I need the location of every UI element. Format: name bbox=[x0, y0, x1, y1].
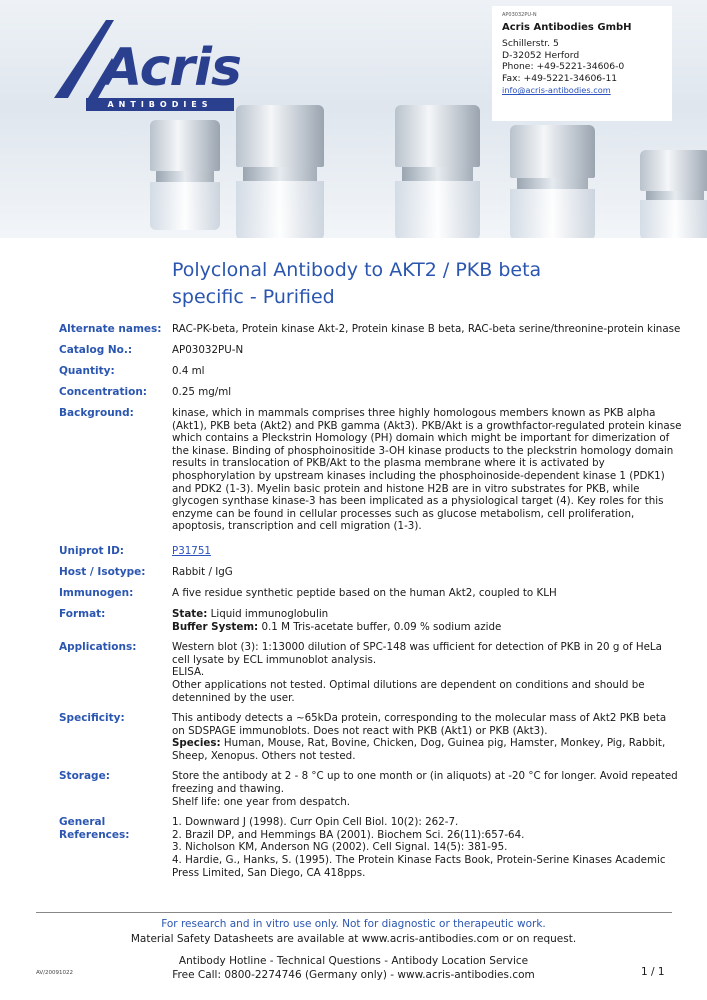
company-street: Schillerstr. 5 bbox=[502, 38, 559, 49]
spec-row-host bbox=[59, 566, 684, 579]
spec-label: Catalog No.: bbox=[59, 344, 133, 356]
spec-row-quantity bbox=[59, 365, 684, 378]
spec-label: Concentration: bbox=[59, 386, 148, 398]
spec-value: kinase, which in mammals comprises three highly homologous members known as PKB alpha (Akt1), PKB beta (Akt2) and PKB gamma (Akt3). PKB/Akt is a growthfactor-regulated protein kinase which contains a Pleckstrin Homology (PH) domain which might be important for dimerization of the kinase. Binding of phosphoinositide 3-OH kinase products to the pleckstrin homology domain results in translocation of PKB/Akt to the plasma membrane where it is activated by phosphorylation by upstream kinases including the phosphoinoside-dependent kinase 1 (PDK1) and PDK2 (1-3). Myelin basic protein and histone H2B are in vitro substrates for PKB, while glycogen synthase kinase-3 has been implicated as a physiological target (4). Key roles for this enzyme can be found in cellular processes such as glucose metabolism, cell proliferation, apoptosis, transcription and cell migration (1-3). bbox=[172, 407, 682, 533]
document-reference: AP03032PU-N bbox=[502, 12, 537, 18]
spec-label: Applications: bbox=[59, 641, 137, 654]
logo-subtext: ANTIBODIES bbox=[86, 98, 234, 111]
research-use-notice: For research and in vitro use only. Not for diagnostic or therapeutic work. bbox=[161, 918, 546, 930]
spec-value: 0.4 ml bbox=[172, 365, 205, 377]
spec-row-concentration bbox=[59, 386, 684, 399]
spec-value: Rabbit / IgG bbox=[172, 565, 233, 578]
species-label: Species: bbox=[172, 737, 221, 750]
page-number: 1 / 1 bbox=[641, 966, 665, 978]
spec-label: Alternate names: bbox=[59, 323, 162, 335]
spec-row-uniprot bbox=[59, 545, 684, 558]
vial-image bbox=[395, 105, 480, 238]
logo-wordmark: Acris bbox=[102, 38, 241, 98]
spec-value bbox=[172, 816, 682, 879]
format-buffer-label: Buffer System: bbox=[172, 620, 259, 633]
product-title-line1: Polyclonal Antibody to AKT2 / PKB beta bbox=[172, 259, 542, 281]
spec-row-background bbox=[59, 407, 684, 533]
spec-value: 0.25 mg/ml bbox=[172, 386, 232, 398]
spec-row-format bbox=[59, 608, 684, 633]
references-label-line2: References: bbox=[59, 829, 130, 842]
reference-item: 1. Downward J (1998). Curr Opin Cell Biol. 10(2): 262-7. bbox=[172, 816, 459, 829]
references-label-line1: General bbox=[59, 816, 106, 829]
applications-line: Western blot (3): 1:13000 dilution of SPC-148 was ufficient for detection of PKB in 20 g of HeLa cell lysate by ECL immunoblot analysis. bbox=[172, 641, 662, 666]
reference-item: 3. Nicholson KM, Anderson NG (2002). Cell Signal. 14(5): 381-95. bbox=[172, 841, 508, 854]
spec-label: Background: bbox=[59, 407, 134, 419]
specificity-text: This antibody detects a ~65kDa protein, corresponding to the molecular mass of Akt2 PKB beta on SDSPAGE immunoblots. Does not react with PKB (Akt1) or PKB (Akt3). bbox=[172, 712, 667, 737]
header-banner bbox=[0, 0, 707, 238]
format-state-value: Liquid immunoglobulin bbox=[210, 607, 329, 620]
applications-line: Other applications not tested. Optimal dilutions are dependent on conditions and should be detennined by the user. bbox=[172, 678, 645, 704]
spec-value bbox=[172, 770, 682, 808]
species-value: Human, Mouse, Rat, Bovine, Chicken, Dog, Guinea pig, Hamster, Monkey, Pig, Rabbit, Sheep, Xenopus. Others not tested. bbox=[172, 737, 666, 762]
vial-image bbox=[150, 120, 220, 230]
company-email-link[interactable]: info@acris-antibodies.com bbox=[502, 85, 611, 95]
spec-row-catalog bbox=[59, 344, 684, 357]
spec-value: RAC-PK-beta, Protein kinase Akt-2, Protein kinase B beta, RAC-beta serine/threonine-protein kinase bbox=[172, 323, 681, 335]
storage-line: Shelf life: one year from despatch. bbox=[172, 795, 351, 808]
spec-row-immunogen bbox=[59, 587, 684, 600]
hotline-text: Antibody Hotline - Technical Questions - Antibody Location Service bbox=[178, 955, 529, 967]
company-fax: Fax: +49-5221-34606-11 bbox=[502, 72, 618, 84]
spec-value bbox=[172, 641, 682, 704]
vial-image bbox=[236, 105, 324, 238]
spec-label: Format: bbox=[59, 607, 106, 620]
spec-label: Quantity: bbox=[59, 365, 115, 377]
spec-label bbox=[59, 816, 172, 879]
product-specs bbox=[59, 323, 684, 887]
company-city: D-32052 Herford bbox=[502, 49, 580, 61]
spec-label: Specificity: bbox=[59, 712, 125, 725]
company-address-box bbox=[492, 6, 672, 121]
spec-value: A five residue synthetic peptide based on the human Akt2, coupled to KLH bbox=[172, 586, 557, 599]
free-call-text: Free Call: 0800-2274746 (Germany only) - www.acris-antibodies.com bbox=[172, 969, 535, 981]
format-state-label: State: bbox=[172, 607, 208, 620]
spec-label: Host / Isotype: bbox=[59, 565, 146, 578]
spec-label: Uniprot ID: bbox=[59, 544, 125, 557]
spec-value: AP03032PU-N bbox=[172, 344, 244, 356]
storage-line: Store the antibody at 2 - 8 °C up to one month or (in aliquots) at -20 °C for longer. Avoid repeated freezing and thawing. bbox=[172, 770, 678, 796]
uniprot-link[interactable]: P31751 bbox=[172, 544, 211, 557]
vial-image bbox=[640, 150, 707, 238]
spec-label: Immunogen: bbox=[59, 586, 134, 599]
applications-line: ELISA. bbox=[172, 666, 205, 679]
vial-image bbox=[510, 125, 595, 238]
company-name: Acris Antibodies GmbH bbox=[502, 22, 632, 33]
spec-row-alternate-names bbox=[59, 323, 684, 336]
acris-logo bbox=[52, 18, 241, 113]
product-title-line2: specific - Purified bbox=[172, 286, 335, 308]
product-title bbox=[172, 257, 672, 311]
document-version: AV/20091022 bbox=[36, 970, 74, 976]
spec-label: Storage: bbox=[59, 770, 110, 783]
footer-divider bbox=[36, 912, 672, 913]
spec-row-specificity bbox=[59, 712, 684, 762]
spec-row-storage bbox=[59, 770, 684, 808]
spec-value bbox=[172, 712, 682, 762]
format-buffer-value: 0.1 M Tris-acetate buffer, 0.09 % sodium azide bbox=[261, 620, 502, 633]
spec-row-references bbox=[59, 816, 684, 879]
spec-row-applications bbox=[59, 641, 684, 704]
reference-item: 2. Brazil DP, and Hemmings BA (2001). Biochem Sci. 26(11):657-64. bbox=[172, 828, 525, 841]
company-phone: Phone: +49-5221-34606-0 bbox=[502, 61, 625, 72]
msds-notice: Material Safety Datasheets are available at www.acris-antibodies.com or on request. bbox=[130, 933, 577, 945]
reference-item: 4. Hardie, G., Hanks, S. (1995). The Protein Kinase Facts Book, Protein-Serine Kinases Academic Press Limited, San Diego, CA 418pps. bbox=[172, 854, 666, 879]
spec-value bbox=[172, 608, 682, 633]
